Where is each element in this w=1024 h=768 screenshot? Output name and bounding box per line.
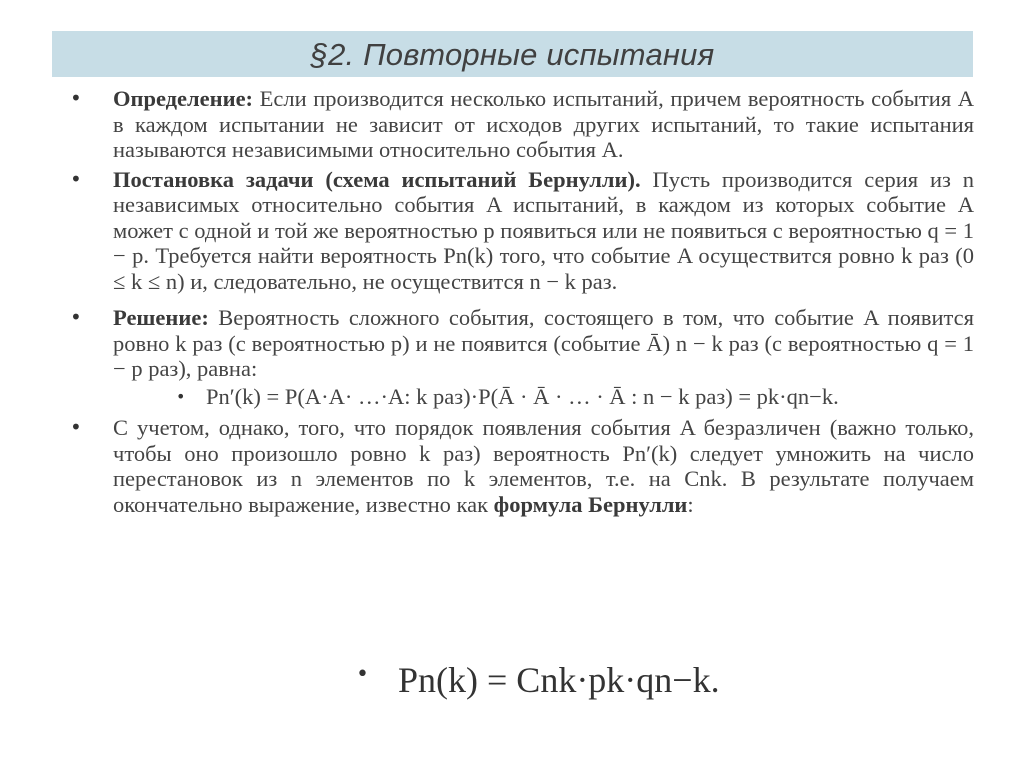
list-item-definition <box>70 86 974 163</box>
solution-label: Решение: <box>113 305 209 330</box>
bullet-icon: • <box>70 415 82 439</box>
list-item-solution <box>70 305 974 409</box>
sub-bullet-icon: • <box>176 386 186 406</box>
slide-content <box>70 86 974 521</box>
title-bar <box>52 31 973 77</box>
solution-paragraph <box>113 305 974 382</box>
bullet-icon: • <box>70 166 82 191</box>
problem-text: Пусть производится серия из n независимых относительно события A испытаний, в каждом из которых событие A может с одной и той же вероятностью p появиться или не появиться с вероятностью q = 1 − p. Требуется найти вероятность Pn(k) того, что событие A осуществится ровно k раз (0 ≤ k ≤ n) и, следовательно, не осуществится n − k раз. <box>113 166 975 294</box>
sub-formula: Pn′(k) = P(A·A· …·A: k раз)·P(Ā · Ā · … · Ā : n − k раз) = pk·qn−k. <box>206 383 839 409</box>
slide-title: §2. Повторные испытания <box>310 37 715 72</box>
problem-label: Постановка задачи (схема испытаний Бернулли). <box>113 166 641 192</box>
definition-label: Определение: <box>113 86 254 111</box>
conclusion-text: С учетом, однако, того, что порядок появления события A безразличен (важно только, чтобы оно произошло ровно k раз) вероятность Pn′(k) следует умножить на число перестановок из n элементов по k элементов, т.е. на Cnk. В результате получаем окончательно выражение, известно как <box>113 415 974 517</box>
bernoulli-label: формула Бернулли <box>493 491 688 517</box>
bullet-icon: • <box>356 662 369 687</box>
bullet-icon: • <box>70 86 82 110</box>
solution-text: Вероятность сложного события, состоящего в том, что событие A появится ровно k раз (с вероятностью p) и не появится (событие Ā) n − k раз (с вероятностью q = 1 − p раз), равна: <box>113 305 974 381</box>
definition-text: Если производится несколько испытаний, причем вероятность события A в каждом испытании не зависит от исходов других испытаний, то такие испытания называются независимыми относительно события A. <box>113 86 975 162</box>
definition-paragraph <box>113 86 974 163</box>
list-item-conclusion <box>70 415 974 517</box>
bernoulli-formula: Pn(k) = Cnk·pk·qn−k. <box>398 660 720 700</box>
list-item-problem <box>70 167 974 295</box>
bullet-icon: • <box>70 305 82 329</box>
problem-paragraph <box>113 167 974 295</box>
conclusion-paragraph <box>113 415 974 517</box>
final-formula-block <box>356 654 756 706</box>
conclusion-tail: : <box>687 491 694 517</box>
sub-formula-item <box>113 384 974 410</box>
